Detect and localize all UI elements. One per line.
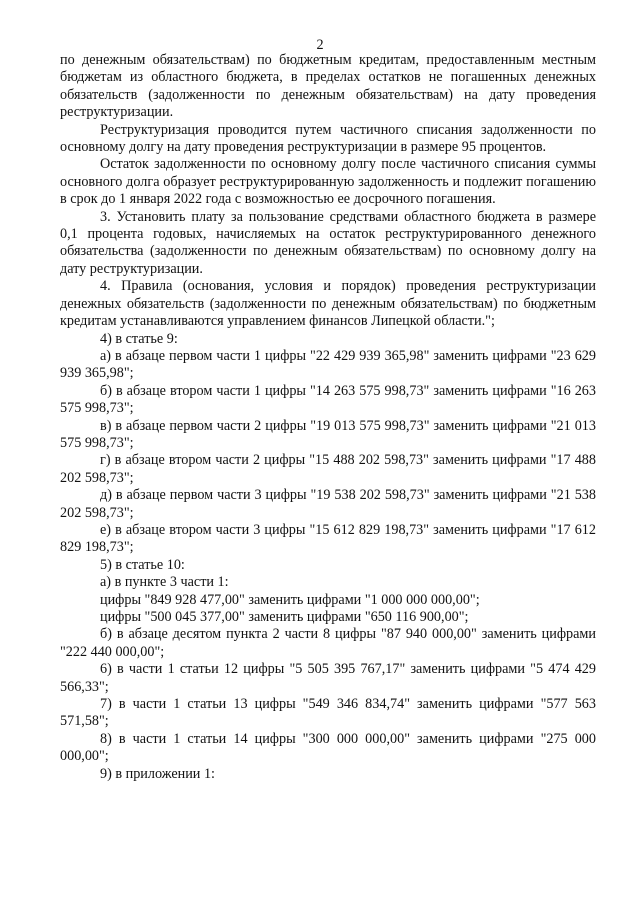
paragraph-article-10: 5) в статье 10: xyxy=(100,556,185,573)
paragraph-item-4: 4. Правила (основания, условия и порядок) проведения реструктуризации денежных обязательств (задолженности по денежным обязательствам) по бюджетным кредитам устанавливаются управлением финансов Липецкой области."; xyxy=(60,278,596,330)
paragraph-article-13: 7) в части 1 статьи 13 цифры "549 346 834,74" заменить цифрами "577 563 571,58"; xyxy=(60,696,596,730)
paragraph-article-14: 8) в части 1 статьи 14 цифры "300 000 000,00" заменить цифрами "275 000 000,00"; xyxy=(60,730,596,765)
paragraph-article-9-e: е) в абзаце втором части 3 цифры "15 612 829 198,73" заменить цифрами "17 612 829 198,73"; xyxy=(60,521,596,556)
paragraph-article-9: 4) в статье 9: xyxy=(100,330,178,347)
page-number: 2 xyxy=(316,37,324,53)
paragraph-article-10-a-2: цифры "500 045 377,00" заменить цифрами "650 116 900,00"; xyxy=(100,609,469,625)
paragraph-item-3: 3. Установить плату за пользование средствами областного бюджета в размере 0,1 процента годовых, начисляемых на остаток реструктурированного денежного обязательства (задолженности по денежным обязательствам) по основному долгу на дату реструктуризации. xyxy=(60,208,596,277)
paragraph-article-10-b: б) в абзаце десятом пункта 2 части 8 цифры "87 940 000,00" заменить цифрами "222 440 000,00"; xyxy=(60,626,596,660)
paragraph-article-9-d: д) в абзаце первом части 3 цифры "19 538 202 598,73" заменить цифрами "21 538 202 598,73"; xyxy=(60,487,596,521)
paragraph-article-9-g: г) в абзаце втором части 2 цифры "15 488 202 598,73" заменить цифрами "17 488 202 598,73"; xyxy=(60,452,596,486)
paragraph-article-12: 6) в части 1 статьи 12 цифры "5 505 395 767,17" заменить цифрами "5 474 429 566,33"; xyxy=(60,661,596,695)
paragraph-article-9-v: в) в абзаце первом части 2 цифры "19 013 575 998,73" заменить цифрами "21 013 575 998,73"; xyxy=(60,417,596,451)
paragraph-appendix-1: 9) в приложении 1: xyxy=(100,765,215,782)
paragraph-continuation: по денежным обязательствам) по бюджетным кредитам, предоставленным местным бюджетам из областного бюджета, в пределах остатков не погашенных денежных обязательств (задолженности по денежным обязательствам) на дату проведения реструктуризации. xyxy=(60,52,596,121)
paragraph-restructuring-method: Реструктуризация проводится путем частичного списания задолженности по основному долгу на дату проведения реструктуризации в размере 95 процентов. xyxy=(60,121,596,156)
paragraph-article-9-a: а) в абзаце первом части 1 цифры "22 429 939 365,98" заменить цифрами "23 629 939 365,98"; xyxy=(60,347,596,382)
document-body xyxy=(60,52,596,783)
paragraph-article-10-a: а) в пункте 3 части 1: xyxy=(100,574,229,591)
paragraph-article-9-b: б) в абзаце втором части 1 цифры "14 263 575 998,73" заменить цифрами "16 263 575 998,73"; xyxy=(60,382,596,417)
paragraph-debt-remainder: Остаток задолженности по основному долгу после частичного списания суммы основного долга образует реструктурированную задолженность и подлежит погашению в срок до 1 января 2022 года с возможностью ее досрочного погашения. xyxy=(60,156,596,208)
paragraph-article-10-a-1: цифры "849 928 477,00" заменить цифрами "1 000 000 000,00"; xyxy=(100,591,480,608)
